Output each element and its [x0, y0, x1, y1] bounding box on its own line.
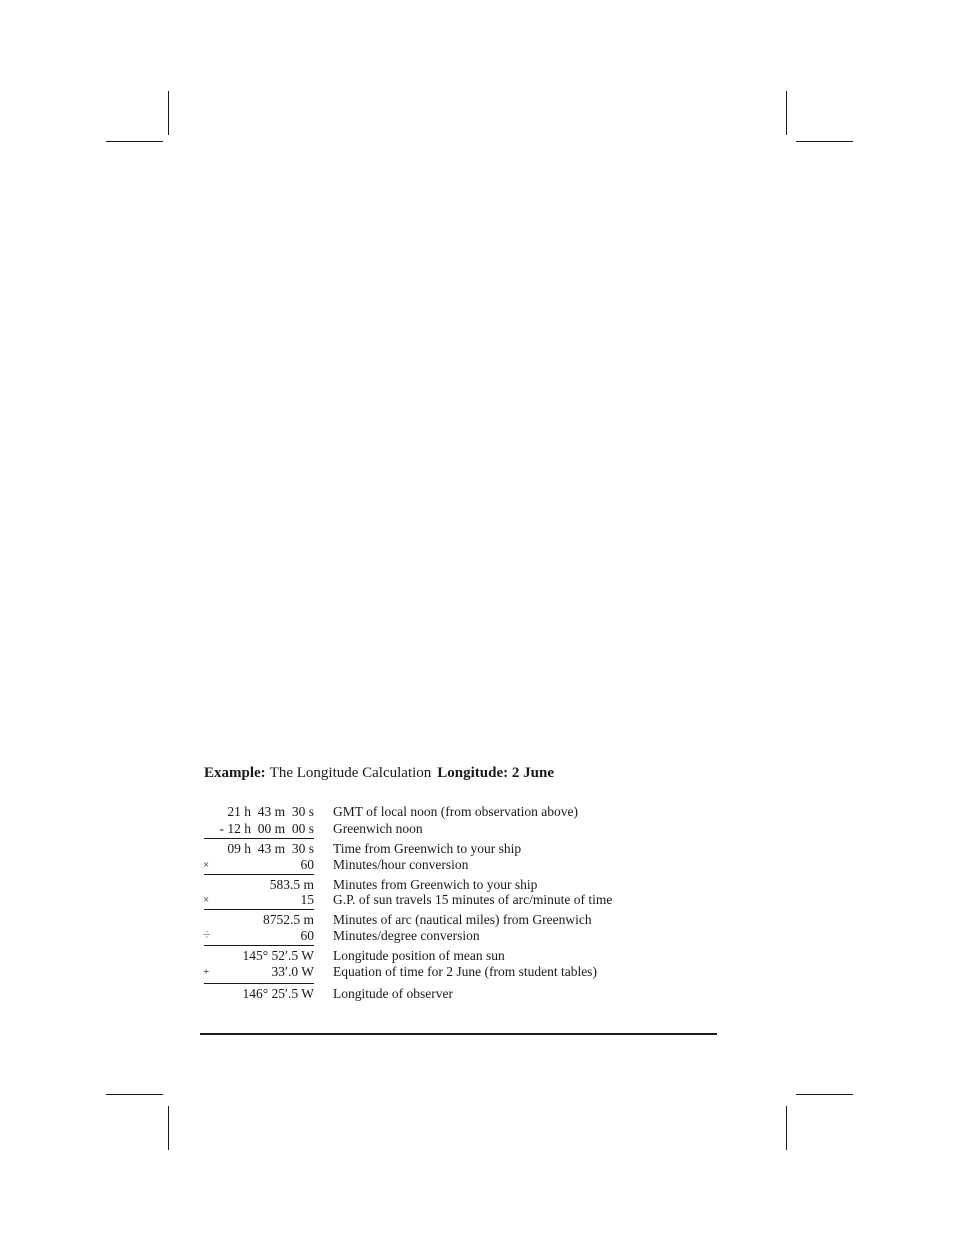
calc-description: Minutes/hour conversion [333, 857, 469, 872]
calc-row [0, 857, 954, 873]
sum-rule [204, 983, 314, 984]
calc-row [0, 821, 954, 837]
calc-description: Equation of time for 2 June (from student tables) [333, 964, 597, 979]
divide-operator: ÷ [203, 928, 211, 943]
calc-row [0, 912, 954, 928]
sum-rule [204, 945, 314, 946]
calc-row [0, 804, 954, 820]
plus-operator: + [203, 966, 210, 978]
calc-value: 21 h 43 m 30 s [227, 804, 314, 819]
calc-value: 60 [300, 857, 314, 872]
calc-row [0, 948, 954, 964]
calc-description: Longitude of observer [333, 986, 453, 1001]
calc-row [0, 964, 954, 980]
calc-description: Minutes from Greenwich to your ship [333, 877, 538, 892]
sum-rule [204, 874, 314, 875]
calc-description: Minutes/degree conversion [333, 928, 480, 943]
calc-value: 60 [300, 928, 314, 943]
calc-description: G.P. of sun travels 15 minutes of arc/minute of time [333, 892, 613, 907]
calc-description: GMT of local noon (from observation above) [333, 804, 578, 819]
example-subject: Longitude: 2 June [437, 765, 554, 781]
calc-value: 145° 52′.5 W [242, 948, 314, 963]
calc-row [0, 986, 954, 1002]
example-title: The Longitude Calculation [269, 765, 432, 781]
calc-row [0, 841, 954, 857]
calc-description: Time from Greenwich to your ship [333, 841, 522, 856]
sum-rule [204, 838, 314, 839]
sum-rule [204, 909, 314, 910]
calc-description: Minutes of arc (nautical miles) from Greenwich [333, 912, 592, 927]
multiply-operator: × [203, 894, 210, 906]
calc-row [0, 928, 954, 944]
calc-description: Greenwich noon [333, 821, 423, 836]
bottom-rule [200, 1033, 717, 1035]
calc-value: 8752.5 m [262, 912, 314, 927]
multiply-operator: × [203, 859, 210, 871]
calc-value: 146° 25′.5 W [242, 986, 314, 1001]
example-label: Example: [204, 765, 266, 781]
calc-value: 583.5 m [269, 877, 314, 892]
calc-value: - 12 h 00 m 00 s [219, 821, 314, 836]
calc-value: 15 [300, 892, 314, 907]
calc-row [0, 877, 954, 893]
calc-value: 09 h 43 m 30 s [227, 841, 314, 856]
calc-value: 33′.0 W [271, 964, 314, 979]
calc-description: Longitude position of mean sun [333, 948, 505, 963]
calc-row [0, 892, 954, 908]
